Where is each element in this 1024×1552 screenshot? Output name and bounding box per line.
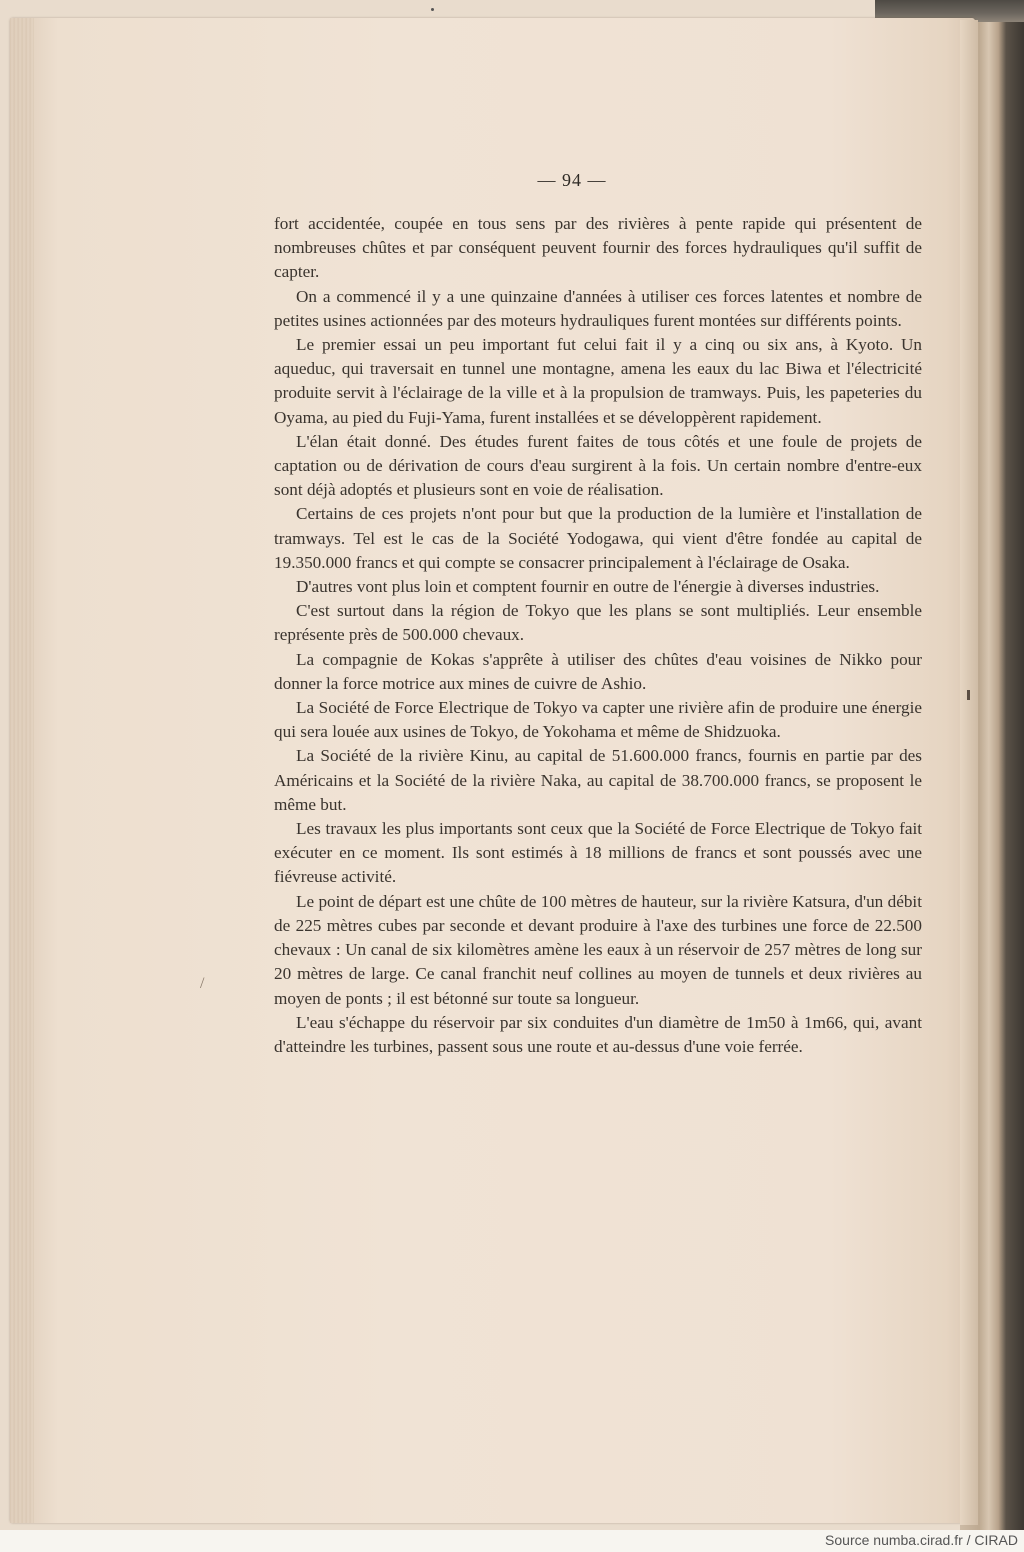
paragraph: La Société de la rivière Kinu, au capital de 51.600.000 francs, fournis en partie par des Américains et la Société de la rivière Naka, au capital de 38.700.000 francs, se proposent le même but.	[274, 746, 922, 814]
body-text	[274, 212, 922, 1059]
page-stack-edge	[960, 20, 978, 1525]
page-number	[0, 170, 1024, 191]
paragraph: La compagnie de Kokas s'apprête à utiliser des chûtes d'eau voisines de Nikko pour donner la force motrice aux mines de cuivre de Ashio.	[274, 649, 922, 693]
paragraph: C'est surtout dans la région de Tokyo que les plans se sont multipliés. Leur ensemble représente près de 500.000 chevaux.	[274, 601, 922, 645]
paragraph: Certains de ces projets n'ont pour but que la production de la lumière et l'installation de tramways. Tel est le cas de la Société Yodogawa, qui vient d'être fondée au capital de 19.350.000 francs et qui compte se consacrer principalement à l'éclairage de Osaka.	[274, 504, 922, 572]
page-number-text: — 94 —	[537, 170, 607, 190]
paragraph: Le premier essai un peu important fut celui fait il y a cinq ou six ans, à Kyoto. Un aqueduc, qui traversait en tunnel une montagne, amena les eaux du lac Biwa et l'électricité produite servit à l'éclairage de la ville et à la propulsion de tramways. Puis, les papeteries du Oyama, au pied du Fuji-Yama, furent installées et se développèrent rapidement.	[274, 335, 922, 427]
page-left-edge	[10, 18, 34, 1523]
margin-stroke: /	[200, 975, 205, 992]
ink-speck	[431, 8, 434, 11]
paragraph: Le point de départ est une chûte de 100 mètres de hauteur, sur la rivière Katsura, d'un débit de 225 mètres cubes par seconde et devant produire à l'axe des turbines une force de 22.500 chevaux : Un canal de six kilomètres amène les eaux à un réservoir de 257 mètres de long sur 20 mètres de large. Ce canal franchit neuf collines au moyen de tunnels et deux rivières au moyen de ponts ; il est bétonné sur toute sa longueur.	[274, 891, 922, 1008]
source-credit: Source numba.cirad.fr / CIRAD	[825, 1532, 1018, 1548]
paragraph: L'élan était donné. Des études furent faites de tous côtés et une foule de projets de captation ou de dérivation de cours d'eau surgirent à la fois. Un certain nombre d'entre-eux sont déjà adoptés et plusieurs sont en voie de réalisation.	[274, 431, 922, 500]
paragraph: On a commencé il y a une quinzaine d'années à utiliser ces forces latentes et nombre de petites usines actionnées par des moteurs hydrauliques furent montées sur différents points.	[274, 286, 922, 330]
paragraph: fort accidentée, coupée en tous sens par des rivières à pente rapide qui présentent de nombreuses chûtes et par conséquent peuvent fournir des forces hydrauliques qu'il suffit de capter.	[274, 214, 922, 282]
paragraph: D'autres vont plus loin et comptent fournir en outre de l'énergie à diverses industries.	[296, 577, 880, 597]
paragraph: L'eau s'échappe du réservoir par six conduites d'un diamètre de 1m50 à 1m66, qui, avant d'atteindre les turbines, passent sous une route et au-dessus d'une voie ferrée.	[274, 1012, 922, 1056]
margin-mark	[967, 690, 970, 700]
paragraph: Les travaux les plus importants sont ceux que la Société de Force Electrique de Tokyo fait exécuter en ce moment. Ils sont estimés à 18 millions de francs et sont poussés avec une fiévreuse activité.	[274, 819, 922, 887]
paragraph: La Société de Force Electrique de Tokyo va capter une rivière afin de produire une énergie qui sera louée aux usines de Tokyo, de Yokohama et même de Shidzuoka.	[274, 698, 922, 742]
